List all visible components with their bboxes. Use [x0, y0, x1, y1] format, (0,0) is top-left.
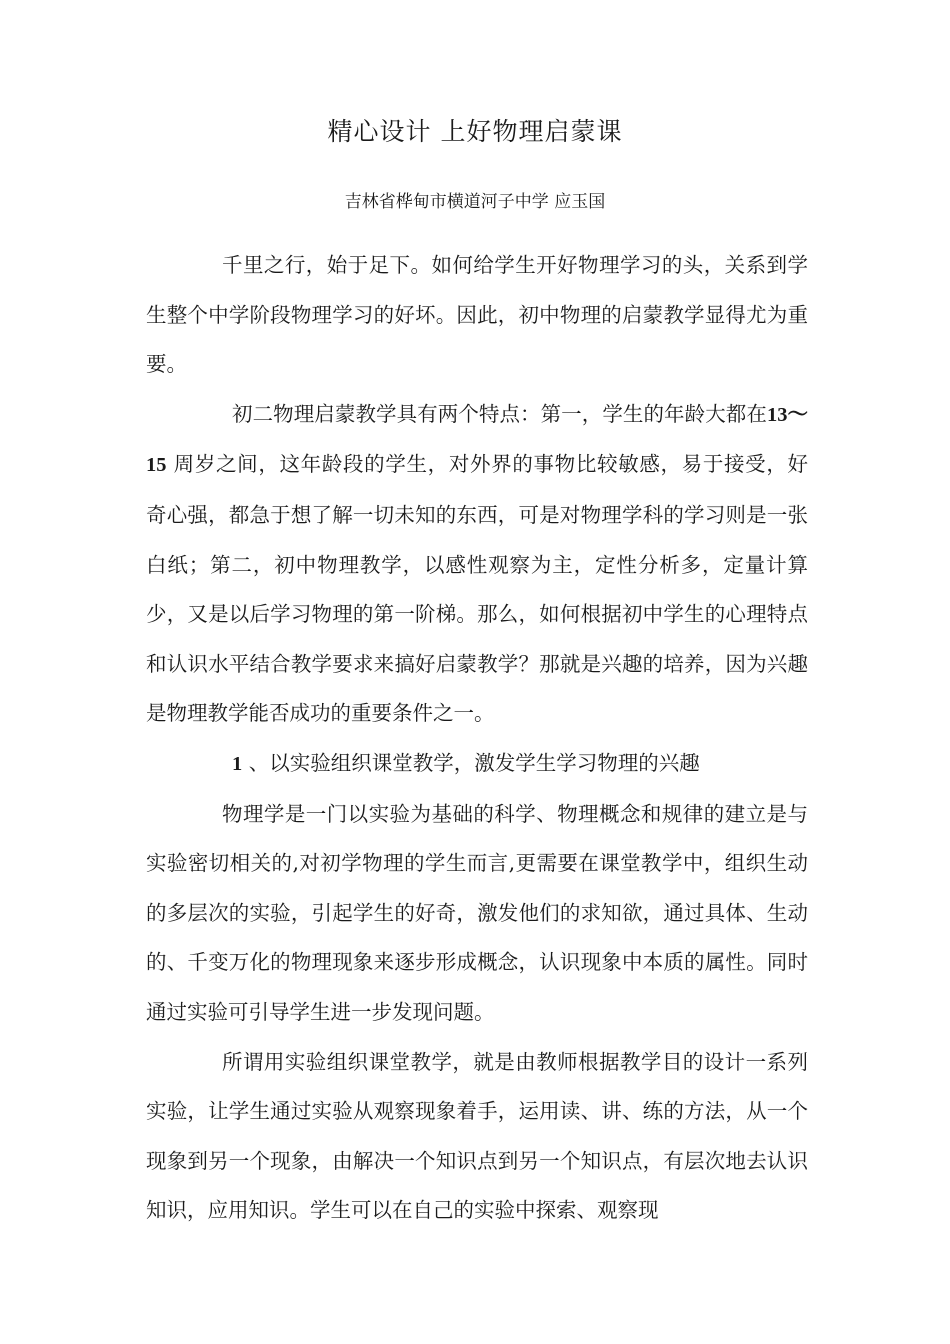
author-line: 吉林省桦甸市横道河子中学 应玉国 — [344, 192, 606, 212]
section-number: 1 — [232, 752, 243, 775]
age-range: 13～15 — [146, 403, 809, 477]
paragraph-intro: 千里之行，始于足下。如何给学生开好物理学习的头，关系到学生整个中学阶段物理学习的好坏。因此，初中物理的启蒙教学显得尤为重要。 — [146, 253, 808, 377]
document-body — [146, 241, 808, 1236]
paragraph-organization: 所谓用实验组织课堂教学，就是由教师根据教学目的设计一系列实验，让学生通过实验从观察现象着手，运用读、讲、练的方法，从一个现象到另一个现象，由解决一个知识点到另一个知识点，有层次地去认识知识，应用知识。学生可以在自己的实验中探索、观察现 — [146, 1049, 808, 1223]
paragraph-characteristics — [146, 390, 808, 739]
document-title: 精心设计 上好物理启蒙课 — [327, 117, 623, 146]
section-title: 、以实验组织课堂教学，激发学生学习物理的兴趣 — [242, 750, 700, 775]
paragraph-characteristics-rest: 周岁之间，这年龄段的学生，对外界的事物比较敏感，易于接受，好奇心强，都急于想了解一切未知的东西，可是对物理学科的学习则是一张白纸；第二，初中物理教学，以感性观察为主，定性分析多，定量计算少，又是以后学习物理的第一阶梯。那么，如何根据初中学生的心理特点和认识水平结合教学要求来搞好启蒙教学？那就是兴趣的培养，因为兴趣是物理教学能否成功的重要条件之一。 — [146, 452, 808, 726]
paragraph-experiment: 物理学是一门以实验为基础的科学、物理概念和规律的建立是与实验密切相关的,对初学物理的学生而言,更需要在课堂教学中，组织生动的多层次的实验，引起学生的好奇，激发他们的求知欲，通过具体、生动的、千变万化的物理现象来逐步形成概念，认识现象中本质的属性。同时通过实验可引导学生进一步发现问题。 — [146, 801, 808, 1024]
paragraph-characteristics-start: 初二物理启蒙教学具有两个特点：第一，学生的年龄大都在 — [232, 401, 767, 426]
section-heading-1 — [146, 739, 808, 790]
